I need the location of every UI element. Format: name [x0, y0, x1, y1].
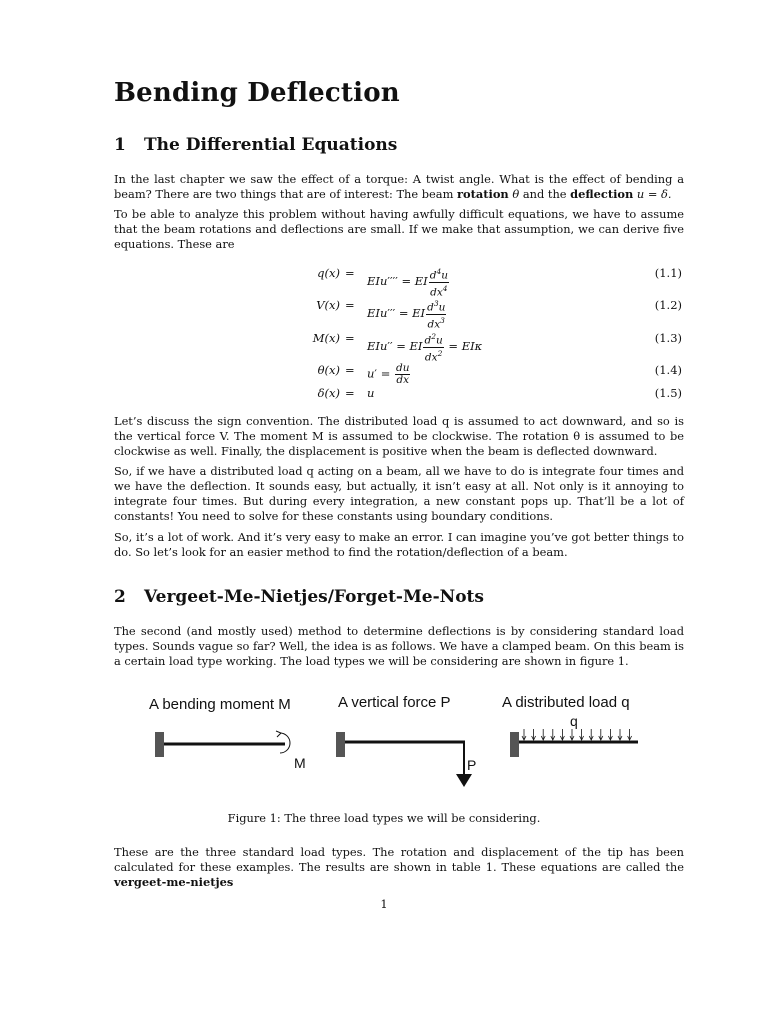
equation-lhs: V(x): [316, 298, 340, 312]
figure-load-types: [140, 690, 660, 790]
math-inline: u = δ.: [636, 187, 672, 201]
figure-label-force: A vertical force P: [338, 694, 451, 711]
equation-rhs: EIu′′′′ = EI $\frac{d^4u}{dx^4}$: [367, 267, 448, 298]
section-number: 2: [114, 587, 126, 607]
equation-equals: =: [345, 298, 355, 312]
wall-icon: [336, 732, 345, 757]
equation-rhs: u′ = $\frac{du}{dx}$: [367, 362, 410, 386]
text-run: and the: [519, 187, 571, 201]
paragraph: So, if we have a distributed load q acting on a beam, all we have to do is integrate four times and we have the deflection. It sounds easy, but actually, it isn’t easy at all. Not only is it annoying to integrate four times. But during every integration, a new constant pops up. That’ll be a lot of constants! You need to solve for these constants using boundary conditions.: [114, 464, 684, 523]
paragraph: Let’s discuss the sign convention. The distributed load q is assumed to act downward, and so is the vertical force V. The moment M is assumed to be clockwise. The rotation θ is assumed to be clockwise as well. Finally, the displacement is positive when the beam is deflected downward.: [114, 414, 684, 458]
bold-term: rotation: [457, 187, 509, 201]
section-title: Vergeet-Me-Nietjes/Forget-Me-Nots: [144, 587, 484, 607]
figure-label-distributed: A distributed load q: [502, 694, 630, 711]
equation-lhs: M(x): [312, 331, 340, 345]
equation-row: [0, 260, 768, 298]
equation-number: (1.3): [654, 331, 682, 345]
equation-lhs: δ(x): [317, 386, 340, 400]
equation-number: (1.2): [654, 298, 682, 312]
equation-lhs: θ(x): [317, 363, 340, 377]
equation-row: [0, 292, 768, 330]
wall-icon: [155, 732, 164, 757]
paragraph: [114, 172, 684, 202]
math-symbol: θ: [512, 187, 520, 201]
bold-term: deflection: [570, 187, 634, 201]
equation-rhs: EIu′′ = EI $\frac{d^2u}{dx^2}$ = EIκ: [367, 332, 483, 363]
equation-row: [0, 325, 768, 363]
force-symbol: P: [467, 757, 477, 773]
moment-symbol: M: [294, 755, 306, 771]
equation-equals: =: [345, 363, 355, 377]
equation-number: (1.4): [654, 363, 682, 377]
arrowhead-icon: [276, 731, 281, 737]
section-number: 1: [114, 135, 126, 155]
paragraph: The second (and mostly used) method to determine deflections is by considering standard load types. Sounds vague so far? Well, the idea is as follows. We have a clamped beam. On this beam is a certain load type working. The load types we will be considering are shown in figure 1.: [114, 624, 684, 668]
distributed-load-symbol: q: [570, 713, 578, 729]
equation-number: (1.5): [654, 386, 682, 400]
equation-row: [0, 380, 768, 410]
distributed-load-arrows: [522, 729, 632, 740]
equation-number: (1.1): [654, 266, 682, 280]
wall-icon: [510, 732, 519, 757]
equation-lhs: q(x): [317, 266, 340, 280]
figure-label-moment: A bending moment M: [149, 696, 291, 713]
section-2-heading: [114, 587, 484, 607]
section-title: The Differential Equations: [144, 135, 398, 155]
page-title: Bending Deflection: [114, 78, 400, 108]
paragraph: To be able to analyze this problem without having awfully difficult equations, we have to assume that the beam rotations and deflections are small. If we make that assumption, we can derive five equations. These are: [114, 207, 684, 251]
equation-equals: =: [345, 331, 355, 345]
paragraph: [114, 845, 684, 890]
text-run: These are the three standard load types. The rotation and displacement of the tip has been calculated for these examples. The results are shown in table 1. These equations are called the: [114, 845, 684, 874]
page-number: 1: [380, 897, 388, 911]
section-1-heading: [114, 135, 397, 155]
equation-rhs: EIu′′′ = EI $\frac{d^3u}{dx^3}$: [367, 299, 446, 330]
text-run: In the last chapter we saw the effect of a torque: A twist angle. What is the effect of bending a beam? There are two things that are of interest: The beam: [114, 172, 684, 201]
arrowhead-icon: [456, 774, 472, 787]
paragraph: So, it’s a lot of work. And it’s very easy to make an error. I can imagine you’ve got better things to do. So let’s look for an easier method to find the rotation/deflection of a beam.: [114, 530, 684, 559]
bold-term: vergeet-me-nietjes: [114, 875, 234, 889]
equation-equals: =: [345, 266, 355, 280]
equation-rhs: u: [367, 386, 375, 400]
equation-equals: =: [345, 386, 355, 400]
figure-caption: Figure 1: The three load types we will be considering.: [227, 811, 541, 825]
